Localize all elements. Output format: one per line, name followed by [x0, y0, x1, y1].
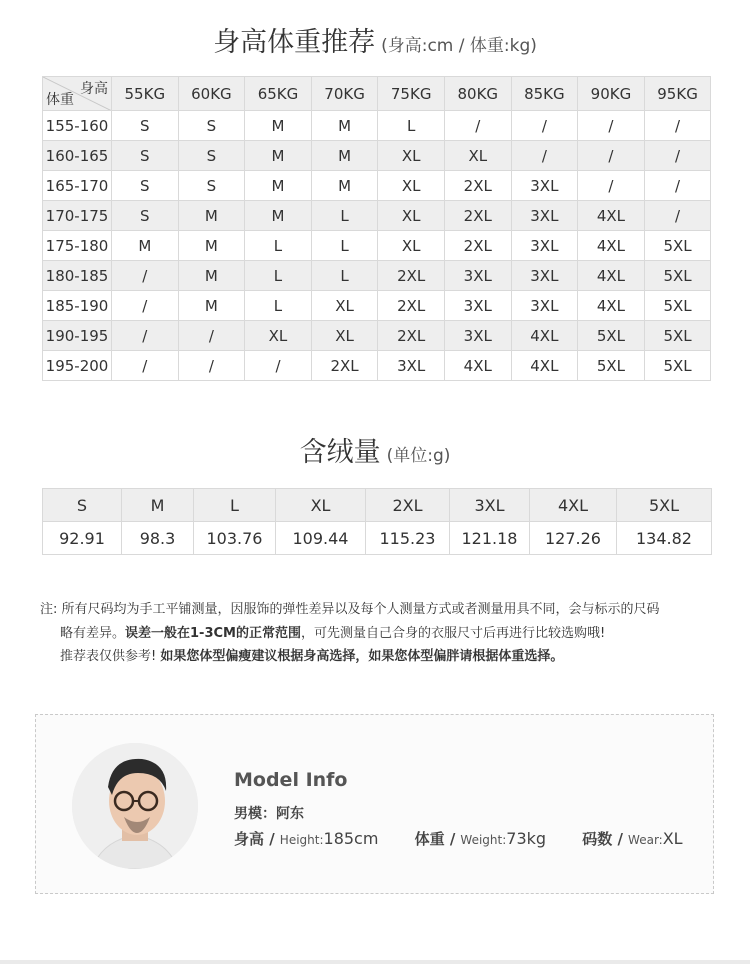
size-cell: 3XL [511, 201, 578, 231]
size-cell: M [245, 171, 312, 201]
size-cell: 4XL [578, 201, 645, 231]
size-cell: M [178, 231, 245, 261]
size-cell: XL [245, 321, 312, 351]
size-cell: 3XL [444, 261, 511, 291]
down-content-heading: 含绒量 [299, 437, 381, 468]
weight-header: 70KG [311, 77, 378, 111]
weight-header: 65KG [245, 77, 312, 111]
table-row [43, 141, 711, 171]
weight-header: 55KG [112, 77, 179, 111]
note-line-3 [40, 645, 720, 669]
size-cell: / [578, 111, 645, 141]
note-line-3a: 推荐表仅供参考! [60, 649, 157, 664]
size-cell: S [178, 171, 245, 201]
size-cell: / [578, 171, 645, 201]
model-avatar [72, 743, 198, 869]
down-value-cell: 109.44 [276, 522, 366, 555]
size-cell: / [644, 141, 711, 171]
down-size-header: S [43, 489, 122, 522]
size-cell: S [112, 141, 179, 171]
size-cell: / [112, 291, 179, 321]
note-line-2a: 略有差异。 [60, 625, 126, 641]
size-cell: 2XL [311, 351, 378, 381]
size-cell: M [112, 231, 179, 261]
down-size-header: 5XL [617, 489, 712, 522]
down-content-title [0, 430, 750, 469]
height-range-cell: 190-195 [43, 321, 112, 351]
size-cell: / [444, 111, 511, 141]
down-content-table [42, 488, 712, 555]
size-cell: 4XL [444, 351, 511, 381]
size-cell: M [178, 261, 245, 291]
size-cell: / [578, 141, 645, 171]
size-cell: S [112, 171, 179, 201]
size-cell: 2XL [444, 171, 511, 201]
size-cell: M [311, 111, 378, 141]
size-chart-heading: 身高体重推荐 [213, 27, 376, 58]
weight-header: 60KG [178, 77, 245, 111]
down-content-unit: (单位:g) [386, 446, 451, 466]
size-cell: / [178, 351, 245, 381]
down-value-cell: 92.91 [43, 522, 122, 555]
weight-header: 75KG [378, 77, 445, 111]
down-value-cell: 121.18 [450, 522, 530, 555]
height-range-cell: 195-200 [43, 351, 112, 381]
size-cell: 5XL [578, 351, 645, 381]
size-cell: 2XL [378, 291, 445, 321]
size-cell: 3XL [444, 321, 511, 351]
size-cell: 2XL [444, 231, 511, 261]
size-cell: 4XL [511, 321, 578, 351]
wear-label: 码数 / [582, 830, 623, 848]
size-cell: 5XL [644, 231, 711, 261]
size-cell: / [178, 321, 245, 351]
size-cell: M [245, 141, 312, 171]
size-cell: 4XL [578, 291, 645, 321]
height-range-cell: 180-185 [43, 261, 112, 291]
size-cell: 3XL [444, 291, 511, 321]
down-size-header: L [194, 489, 276, 522]
size-cell: 3XL [511, 231, 578, 261]
model-name: 男模：阿东 [234, 806, 304, 822]
size-cell: L [245, 231, 312, 261]
height-range-cell: 170-175 [43, 201, 112, 231]
size-cell: M [311, 141, 378, 171]
size-cell: 5XL [578, 321, 645, 351]
size-cell: XL [378, 201, 445, 231]
size-cell: L [311, 231, 378, 261]
height-en-label: Height: [279, 833, 324, 847]
note-line-3b: 如果您体型偏瘦建议根据身高选择，如果您体型偏胖请根据体重选择。 [160, 649, 564, 664]
table-row [43, 291, 711, 321]
weight-label: 体重 / [414, 830, 456, 848]
wear-en-label: Wear: [628, 833, 663, 847]
size-cell: M [245, 111, 312, 141]
wear-value: XL [662, 829, 683, 848]
model-portrait-icon [72, 743, 198, 869]
size-cell: M [178, 201, 245, 231]
weight-header: 95KG [644, 77, 711, 111]
size-cell: / [112, 261, 179, 291]
table-row [43, 201, 711, 231]
corner-weight-label: 体重 [46, 92, 74, 108]
down-value-cell: 98.3 [122, 522, 194, 555]
size-cell: / [511, 111, 578, 141]
size-cell: S [112, 111, 179, 141]
weight-header: 80KG [444, 77, 511, 111]
size-cell: XL [311, 291, 378, 321]
note-line-2 [40, 622, 720, 646]
size-cell: L [378, 111, 445, 141]
size-recommendation-table [42, 76, 711, 381]
size-cell: 5XL [644, 291, 711, 321]
height-range-cell: 175-180 [43, 231, 112, 261]
height-label: 身高 / [234, 830, 275, 848]
down-size-header: 2XL [366, 489, 450, 522]
model-stats [234, 828, 683, 849]
size-note [40, 598, 720, 669]
size-chart-unit: (身高:cm / 体重:kg) [381, 36, 537, 56]
table-row [43, 171, 711, 201]
table-row [43, 261, 711, 291]
size-cell: 4XL [578, 231, 645, 261]
size-cell: 2XL [378, 261, 445, 291]
size-cell: S [112, 201, 179, 231]
height-range-cell: 160-165 [43, 141, 112, 171]
size-cell: S [178, 141, 245, 171]
size-cell: L [311, 261, 378, 291]
height-range-cell: 165-170 [43, 171, 112, 201]
weight-value: 73kg [506, 829, 547, 848]
table-row [43, 111, 711, 141]
down-size-header: XL [276, 489, 366, 522]
down-size-header: 3XL [450, 489, 530, 522]
size-cell: XL [444, 141, 511, 171]
size-cell: L [245, 291, 312, 321]
size-cell: / [112, 351, 179, 381]
size-cell: 3XL [378, 351, 445, 381]
size-cell: 5XL [644, 351, 711, 381]
size-cell: XL [378, 171, 445, 201]
size-cell: 4XL [511, 351, 578, 381]
size-cell: XL [378, 141, 445, 171]
bottom-divider [0, 960, 750, 964]
down-value-cell: 103.76 [194, 522, 276, 555]
size-cell: M [178, 291, 245, 321]
size-cell: 3XL [511, 261, 578, 291]
size-cell: 2XL [378, 321, 445, 351]
size-cell: / [644, 111, 711, 141]
table-row [43, 231, 711, 261]
weight-en-label: Weight: [460, 833, 507, 847]
down-size-header: 4XL [530, 489, 617, 522]
size-cell: 5XL [644, 321, 711, 351]
size-cell: XL [311, 321, 378, 351]
size-cell: / [245, 351, 312, 381]
note-line-1: 注: 所有尺码均为手工平铺测量，因服饰的弹性差异以及每个人测量方式或者测量用具不同，会与标示的尺码 [40, 602, 660, 617]
size-chart-title [0, 20, 750, 59]
down-value-cell: 115.23 [366, 522, 450, 555]
size-cell: / [644, 201, 711, 231]
down-value-cell: 134.82 [617, 522, 712, 555]
table-row [43, 321, 711, 351]
height-range-cell: 185-190 [43, 291, 112, 321]
table-corner-cell [43, 77, 112, 111]
note-line-2b: 误差一般在1-3CM的正常范围 [125, 625, 301, 641]
size-cell: XL [378, 231, 445, 261]
size-cell: M [311, 171, 378, 201]
size-cell: M [245, 201, 312, 231]
size-cell: / [112, 321, 179, 351]
size-cell: 3XL [511, 291, 578, 321]
size-cell: 5XL [644, 261, 711, 291]
size-cell: L [311, 201, 378, 231]
height-value: 185cm [323, 829, 379, 848]
height-range-cell: 155-160 [43, 111, 112, 141]
model-info-title: Model Info [234, 769, 348, 791]
corner-height-label: 身高 [80, 81, 108, 97]
table-row [43, 351, 711, 381]
weight-header: 90KG [578, 77, 645, 111]
size-cell: / [511, 141, 578, 171]
size-cell: 4XL [578, 261, 645, 291]
size-cell: L [245, 261, 312, 291]
weight-header: 85KG [511, 77, 578, 111]
note-line-2c: ，可先测量自己合身的衣服尺寸后再进行比较选购哦! [300, 625, 606, 641]
size-cell: / [644, 171, 711, 201]
size-cell: 3XL [511, 171, 578, 201]
model-info-card [35, 714, 714, 894]
down-value-cell: 127.26 [530, 522, 617, 555]
down-size-header: M [122, 489, 194, 522]
size-cell: S [178, 111, 245, 141]
size-cell: 2XL [444, 201, 511, 231]
